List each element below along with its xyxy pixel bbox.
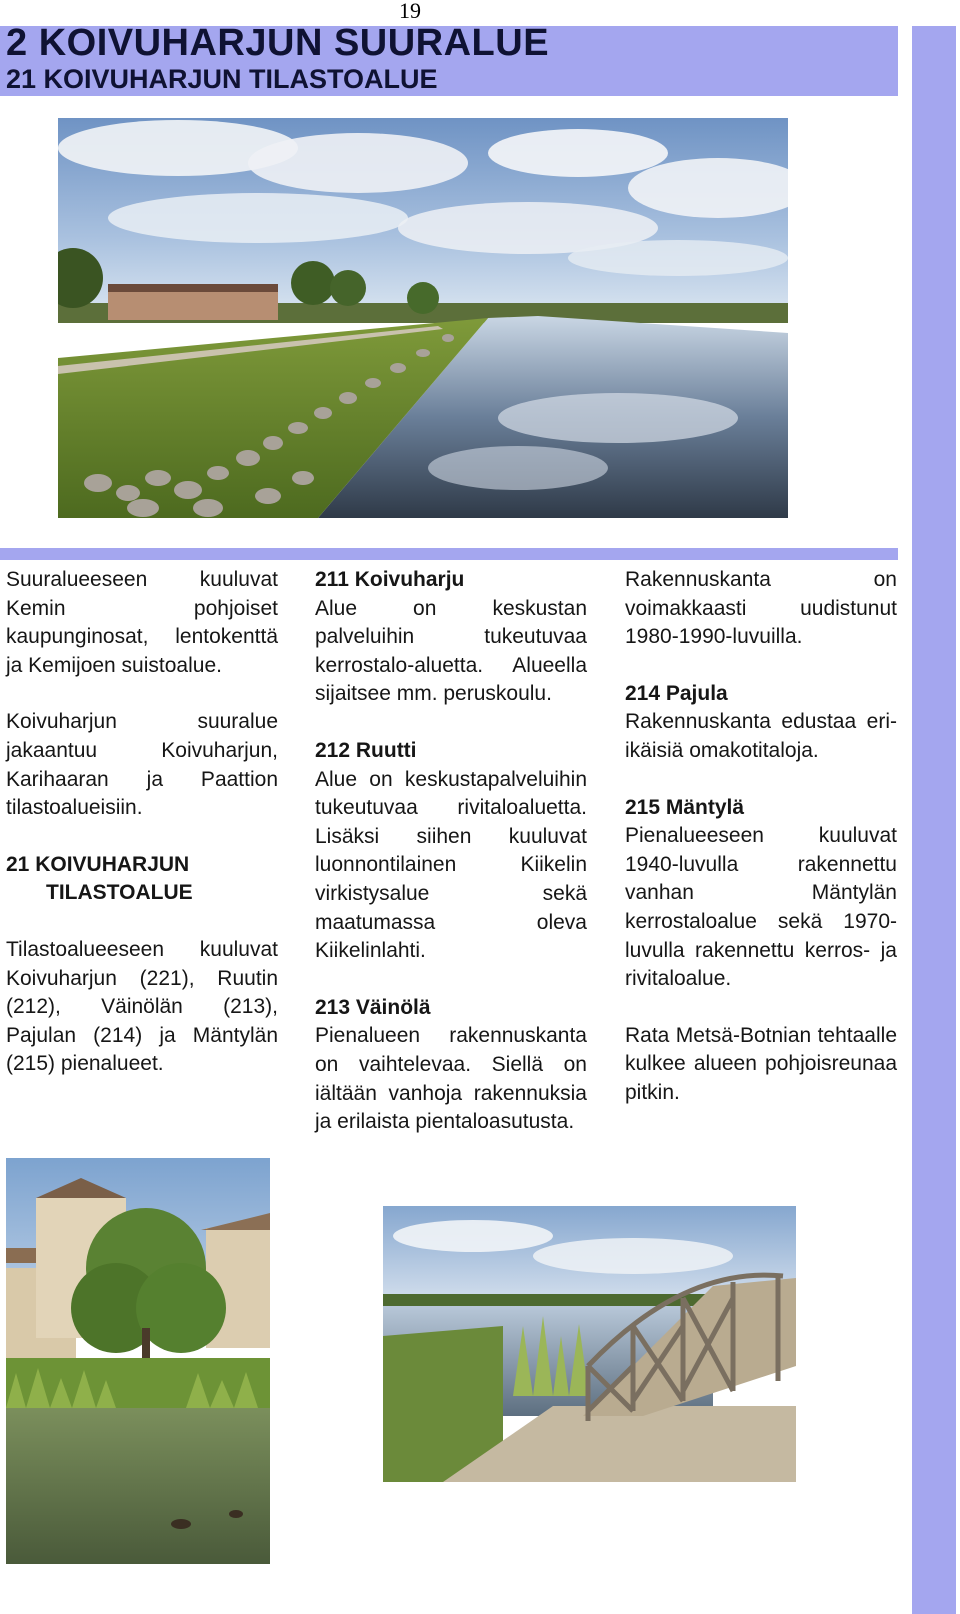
subarea-214-text: Rakennuskanta edustaa eri-ikäisiä omakotitaloja. — [625, 710, 897, 762]
subarea-211-heading: 211 Koivuharju — [315, 568, 465, 591]
subarea-212-text: Alue on keskustapalveluihin tukeutuvaa rivitaloaluetta. Lisäksi siihen kuuluvat luonnontilainen Kiikelin virkistysalue sekä maatumassa oleva Kiikelinlahti. — [315, 767, 587, 963]
subarea-213-heading: 213 Väinölä — [315, 995, 431, 1019]
pond-photo — [6, 1158, 270, 1564]
section-heading — [6, 851, 278, 908]
subarea-214-heading: 214 Pajula — [625, 681, 728, 705]
column-2 — [315, 566, 587, 1165]
subarea-211-text: Alue on keskustan palveluihin tukeutuvaa kerrostalo-aluetta. Alueella sijaitsee mm. peruskoulu. — [315, 596, 587, 706]
subarea-215-heading: 215 Mäntylä — [625, 795, 745, 819]
subarea-213-continuation: Rakennuskanta on voimakkaasti uudistunut 1980-1990-luvuilla. — [625, 568, 897, 649]
subarea-213-text: Pienalueen rakennuskanta on vaihtelevaa. Siellä on iältään vanhoja rakennuksia ja erilaista pientaloasutusta. — [315, 1024, 587, 1134]
column-1 — [6, 566, 278, 1107]
side-stripe — [912, 26, 956, 1614]
subarea-212-heading: 212 Ruutti — [315, 738, 417, 762]
section-divider-band — [0, 548, 898, 560]
railway-paragraph: Rata Metsä-Botnian tehtaalle kulkee alueen pohjoisreunaa pitkin. — [625, 1023, 897, 1104]
subareas-paragraph: Tilastoalueeseen kuuluvat Koivuharjun (221), Ruutin (212), Väinölän (213), Pajulan (214) ja Mäntylän (215) pienalueet. — [6, 937, 278, 1076]
river-photo — [58, 118, 788, 518]
page-number: 19 — [399, 0, 421, 23]
bridge-photo — [383, 1206, 796, 1482]
section-heading-line1: 21 KOIVUHARJUN — [6, 852, 190, 876]
page-subtitle: 21 KOIVUHARJUN TILASTOALUE — [6, 64, 438, 94]
subarea-215-text: Pienalueeseen kuuluvat 1940-luvulla rakennettu vanhan Mäntylän kerrostaloalue sekä 1970-luvulla rakennettu kerros- ja rivitaloalue. — [625, 824, 897, 991]
division-paragraph: Koivuharjun suuralue jakaantuu Koivuharjun, Karihaaran ja Paattion tilastoalueisiin. — [6, 710, 278, 820]
page-title: 2 KOIVUHARJUN SUURALUE — [6, 22, 550, 64]
column-3 — [625, 566, 897, 1136]
section-heading-line2: TILASTOALUE — [46, 881, 193, 905]
intro-paragraph: Suuralueeseen kuuluvat Kemin pohjoiset kaupunginosat, lentokenttä ja Kemijoen suistoalue. — [6, 568, 278, 677]
